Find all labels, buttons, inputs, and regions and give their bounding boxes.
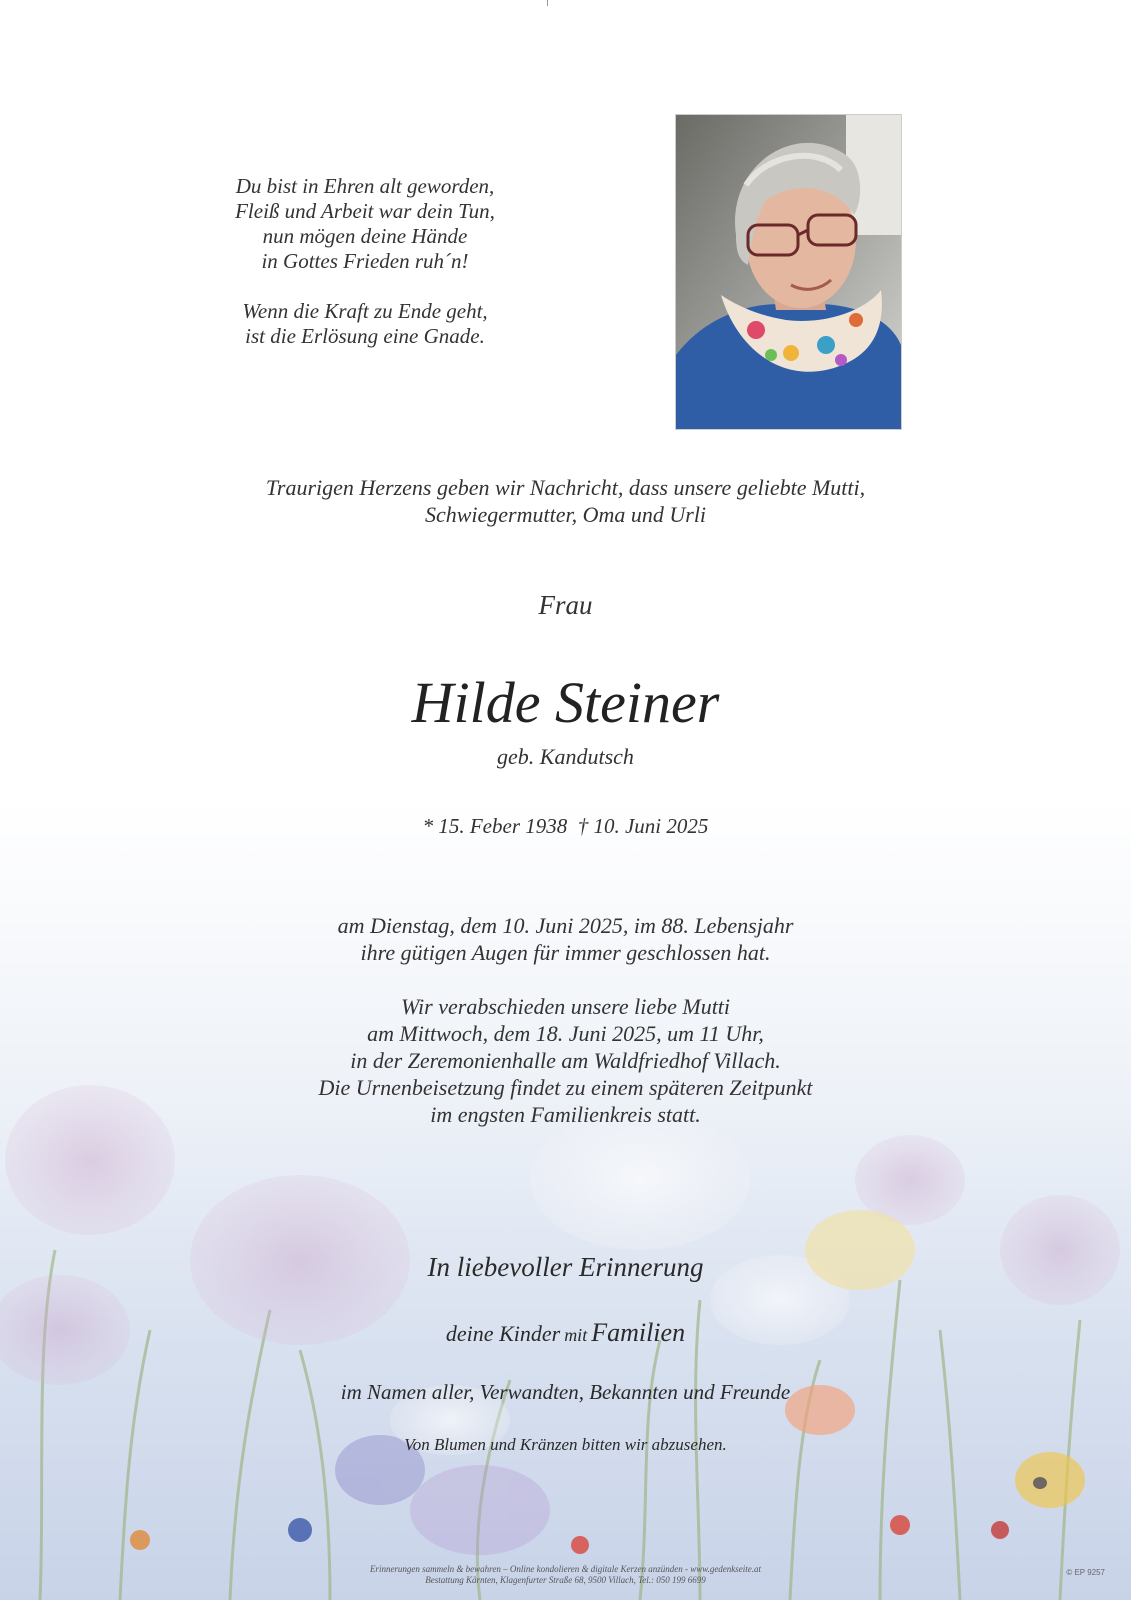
portrait-photo bbox=[675, 114, 902, 430]
flowers-note: Von Blumen und Kränzen bitten wir abzusehen. bbox=[404, 1435, 727, 1454]
poem-line: Wenn die Kraft zu Ende geht, bbox=[242, 299, 488, 323]
document-code: © EP 9257 bbox=[1066, 1568, 1105, 1577]
on-behalf-line: im Namen aller, Verwandten, Bekannten und Freunde bbox=[340, 1380, 791, 1404]
poem-line: ist die Erlösung eine Gnade. bbox=[245, 324, 485, 348]
deceased-name: Hilde Steiner bbox=[411, 670, 720, 735]
funeral-text-line: in der Zeremonienhalle am Waldfriedhof Villach. bbox=[350, 1048, 781, 1073]
poem bbox=[190, 174, 540, 349]
announcement-line: Traurigen Herzens geben wir Nachricht, dass unsere geliebte Mutti, bbox=[265, 475, 866, 500]
footer-line: Erinnerungen sammeln & bewahren – Online kondolieren & digitale Kerzen anzünden - www.gedenkseite.at bbox=[369, 1564, 762, 1574]
funeral-text-line: Die Urnenbeisetzung findet zu einem späteren Zeitpunkt bbox=[318, 1075, 813, 1100]
family-line bbox=[0, 1318, 1131, 1348]
footer bbox=[0, 1564, 1131, 1586]
poem-line: Du bist in Ehren alt geworden, bbox=[235, 174, 495, 198]
funeral-text-line: am Mittwoch, dem 18. Juni 2025, um 11 Uhr, bbox=[367, 1021, 764, 1046]
title-frau: Frau bbox=[538, 590, 593, 620]
page-mark bbox=[547, 0, 548, 6]
funeral-text-line: im engsten Familienkreis statt. bbox=[430, 1102, 701, 1127]
poem-line: Fleiß und Arbeit war dein Tun, bbox=[235, 199, 495, 223]
maiden-name: geb. Kandutsch bbox=[497, 744, 634, 769]
announcement bbox=[0, 474, 1131, 528]
poem-line: in Gottes Frieden ruh´n! bbox=[261, 249, 469, 273]
announcement-line: Schwiegermutter, Oma und Urli bbox=[424, 502, 707, 527]
death-text bbox=[0, 912, 1131, 966]
poem-line: nun mögen deine Hände bbox=[262, 224, 468, 248]
funeral-text-line: Wir verabschieden unsere liebe Mutti bbox=[400, 994, 731, 1019]
life-dates: * 15. Feber 1938 † 10. Juni 2025 bbox=[422, 814, 709, 838]
footer-line: Bestattung Kärnten, Klagenfurter Straße 68, 9500 Villach, Tel.: 050 199 6699 bbox=[425, 1575, 706, 1585]
family-part: Familien bbox=[591, 1318, 686, 1347]
funeral-text bbox=[0, 993, 1131, 1128]
family-part: mit bbox=[564, 1325, 588, 1345]
family-part: deine Kinder bbox=[445, 1321, 561, 1346]
death-text-line: am Dienstag, dem 10. Juni 2025, im 88. Lebensjahr bbox=[337, 913, 794, 938]
memory-heading: In liebevoller Erinnerung bbox=[427, 1252, 704, 1282]
death-text-line: ihre gütigen Augen für immer geschlossen hat. bbox=[360, 940, 771, 965]
